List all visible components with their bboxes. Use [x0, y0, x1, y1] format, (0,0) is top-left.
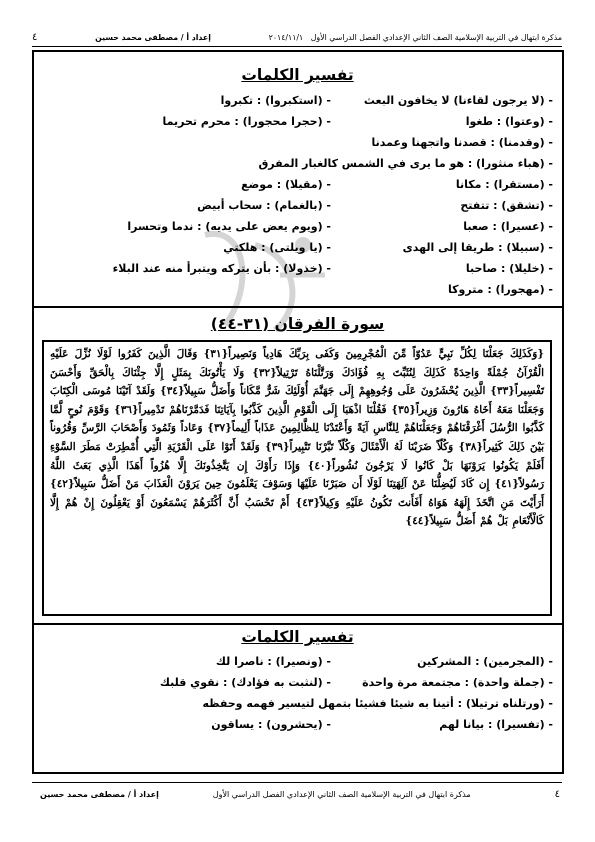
- vocab-entry-secondary: - (خذولا) : بأن يتركه ويتبرأ منه عند البلاء: [112, 262, 331, 275]
- header-document-title: مذكرة ابتهال في التربية الإسلامية الصف الثاني الإعدادي الفصل الدراسي الأول ٢٠١٤/١١/١: [268, 32, 562, 42]
- section-divider: [32, 623, 563, 625]
- vocab-entry-primary: - (ورتلناه ترتيلا) : أتينا به شيئا فشيئا بتمهل لتيسير فهمه وحفظه: [202, 697, 553, 710]
- vocab-entry-primary: - (عسيرا) : صعبا: [463, 220, 553, 233]
- quran-verses-box: [42, 340, 552, 616]
- footer-rule: [32, 782, 562, 783]
- page-header: [32, 30, 562, 44]
- vocab-entry-secondary: - (ونصيرا) : ناصرا لك: [215, 655, 331, 668]
- vocab-entry-primary: - (مهجورا) : متروكا: [447, 283, 553, 296]
- vocab-entry-secondary: - (لنثبت به فؤادك) : نقوي قلبك: [159, 676, 331, 689]
- footer-page-number: ٤: [554, 788, 560, 800]
- footer-author: إعداد أ / مصطفى محمد حسين: [40, 789, 159, 799]
- vocab-entry-primary: - (جملة واحدة) : مجتمعة مرة واحدة: [362, 676, 553, 689]
- quran-verses-text: {وَكَذَلِكَ جَعَلْنَا لِكُلِّ نَبِيٍّ عَدُوّاً مِّنَ الْمُجْرِمِينَ وَكَفَى بِرَبِّكَ هَادِياً وَنَصِيراً{٣١} وَقَالَ الَّذِينَ كَفَرُوا لَوْلَا نُزِّلَ عَلَيْهِ الْقُرْآنُ جُمْلَةً وَاحِدَةً كَذَلِكَ لِنُثَبِّتَ بِهِ فُؤَادَكَ وَرَتَّلْنَاهُ تَرْتِيلاً{٣٢} وَلَا يَأْتُونَكَ بِمَثَلٍ إِلَّا جِئْنَاكَ بِالْحَقِّ وَأَحْسَنَ تَفْسِيراً{٣٣} الَّذِينَ يُحْشَرُونَ عَلَى وُجُوهِهِمْ إِلَى جَهَنَّمَ أُوْلَئِكَ شَرٌّ مَّكَاناً وَأَضَلُّ سَبِيلاً{٣٤} وَلَقَدْ آتَيْنَا مُوسَى الْكِتَابَ وَجَعَلْنَا مَعَهُ أَخَاهُ هَارُونَ وَزِيراً{٣٥} فَقُلْنَا اذْهَبَا إِلَى الْقَوْمِ الَّذِينَ كَذَّبُوا بِآيَاتِنَا فَدَمَّرْنَاهُمْ تَدْمِيراً{٣٦} وَقَوْمَ نُوحٍ لَّمَّا كَذَّبُوا الرُّسُلَ أَغْرَقْنَاهُمْ وَجَعَلْنَاهُمْ لِلنَّاسِ آيَةً وَأَعْتَدْنَا لِلظَّالِمِينَ عَذَاباً أَلِيماً{٣٧} وَعَاداً وَثَمُودَ وَأَصْحَابَ الرَّسِّ وَقُرُوناً بَيْنَ ذَلِكَ كَثِيراً{٣٨} وَكُلّاً ضَرَبْنَا لَهُ الْأَمْثَالَ وَكُلّاً تَبَّرْنَا تَتْبِيراً{٣٩} وَلَقَدْ أَتَوْا عَلَى الْقَرْيَةِ الَّتِي أُمْطِرَتْ مَطَرَ السَّوْءِ أَفَلَمْ يَكُونُوا يَرَوْنَهَا بَلْ كَانُوا لَا يَرْجُونَ نُشُوراً{٤٠} وَإِذَا رَأَوْكَ إِن يَتَّخِذُونَكَ إِلَّا هُزُواً أَهَذَا الَّذِي بَعَثَ اللَّهُ رَسُولاً{٤١} إِن كَادَ لَيُضِلُّنَا عَنْ آلِهَتِنَا لَوْلَا أَن صَبَرْنَا عَلَيْهَا وَسَوْفَ يَعْلَمُونَ حِينَ يَرَوْنَ الْعَذَابَ مَنْ أَضَلُّ سَبِيلاً{٤٢} أَرَأَيْتَ مَنِ اتَّخَذَ إِلَهَهُ هَوَاهُ أَفَأَنتَ تَكُونُ عَلَيْهِ وَكِيلاً{٤٣} أَمْ تَحْسَبُ أَنَّ أَكْثَرَهُمْ يَسْمَعُونَ أَوْ يَعْقِلُونَ إِنْ هُمْ إِلَّا كَالْأَنْعَامِ بَلْ هُمْ أَضَلُّ سَبِيلاً{٤٤}: [50, 348, 545, 528]
- vocab-entry-primary: - (وعتوا) : طغوا: [465, 115, 553, 128]
- footer-document-title: مذكرة ابتهال في التربية الإسلامية الصف الثاني الإعدادي الفصل الدراسي الأول: [212, 789, 471, 799]
- section-title-surah: سورة الفرقان (٣١-٤٤): [210, 315, 385, 333]
- vocab-entry-primary: - (لا يرجون لقاءنا) لا يخافون البعث: [363, 94, 553, 107]
- header-rule: [32, 46, 562, 47]
- section-title-vocabulary-1: تفسير الكلمات: [241, 66, 354, 84]
- vocab-entry-secondary: - (يا ويلتى) : هلكتي: [223, 241, 331, 254]
- header-date: ٢٠١٤/١١/١: [268, 32, 304, 42]
- section-title-vocabulary-2: تفسير الكلمات: [241, 628, 354, 646]
- vocab-entry-primary: - (تفسيرا) : بيانا لهم: [439, 718, 553, 731]
- vocab-entry-secondary: - (حجرا محجورا) : محرم تحريما: [162, 115, 331, 128]
- vocab-entry-primary: - (خليلا) : صاحبا: [465, 262, 553, 275]
- page-footer: [40, 787, 560, 801]
- vocab-entry-primary: - (تشقق) : تتفتح: [460, 199, 553, 212]
- vocab-entry-primary: - (مستقرا) : مكانا: [455, 178, 553, 191]
- vocab-entry-secondary: - (ويوم يعض على يديه) : ندما وتحسرا: [127, 220, 331, 233]
- vocab-entry-primary: - (وقدمنا) : قصدنا واتجهنا وعمدنا: [371, 136, 553, 149]
- vocab-entry-secondary: - (بالغمام) : سحاب أبيض: [197, 199, 331, 212]
- vocab-entry-secondary: - (مقيلا) : موضع: [241, 178, 331, 191]
- vocab-entry-secondary: - (استكبروا) : تكبروا: [220, 94, 331, 107]
- vocab-entry-primary: - (سبيلا) : طريقا إلى الهدى: [402, 241, 553, 254]
- vocab-entry-primary: - (المجرمين) : المشركين: [417, 655, 553, 668]
- header-page-number: ٤: [32, 31, 38, 43]
- section-divider: [32, 306, 563, 308]
- vocab-entry-primary: - (هباء منثورا) : هو ما يرى في الشمس كالغبار المفرق: [258, 157, 553, 170]
- vocab-entry-secondary: - (يحشرون) : يساقون: [211, 718, 331, 731]
- header-author: إعداد أ / مصطفى محمد حسين: [95, 32, 211, 42]
